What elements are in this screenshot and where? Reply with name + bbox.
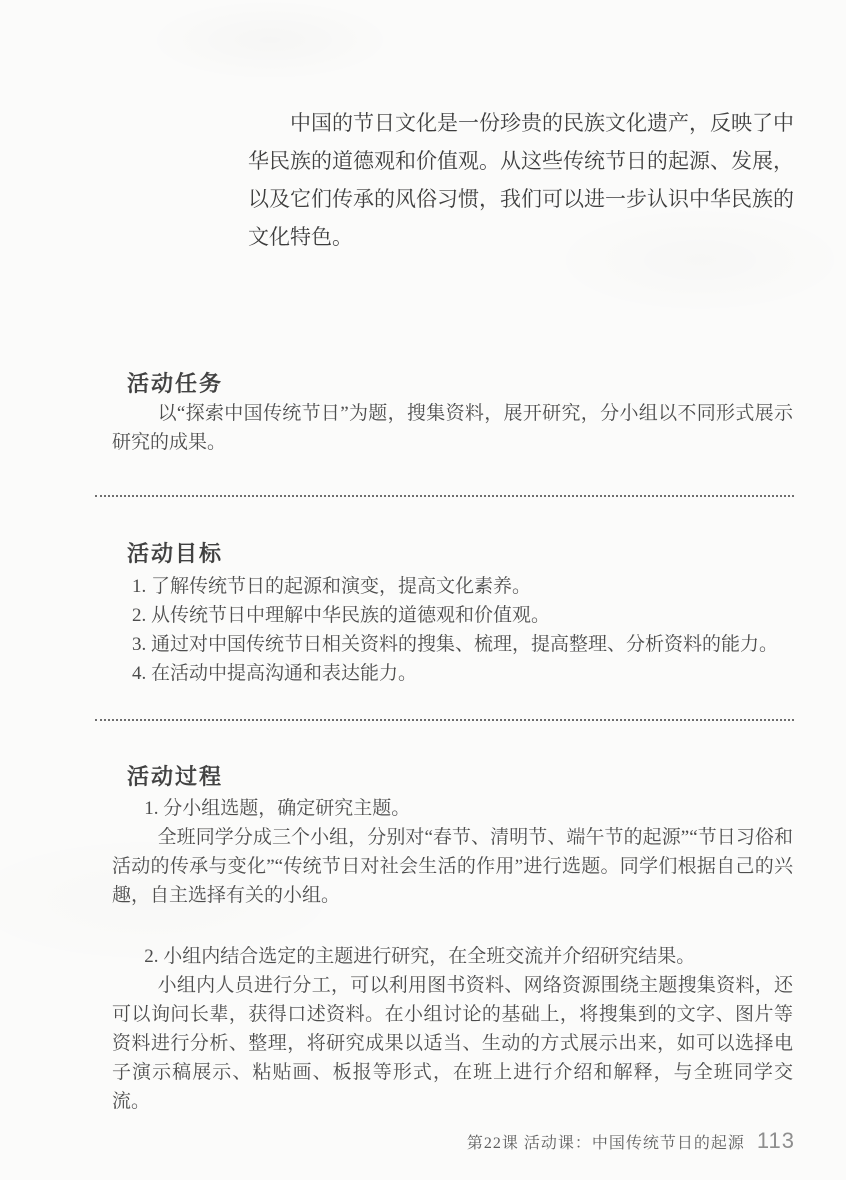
activity-task-body: 以“探索中国传统节日”为题，搜集资料，展开研究，分小组以不同形式展示研究的成果。	[112, 403, 793, 453]
goal-item-4: 4. 在活动中提高沟通和表达能力。	[132, 663, 418, 684]
dotted-divider-bottom	[95, 719, 794, 721]
process-step-1-body: 全班同学分成三个小组，分别对“春节、清明节、端午节的起源”“节日习俗和活动的传承与变化”“传统节日对社会生活的作用”进行选题。同学们根据自己的兴趣，自主选择有关的小组。	[112, 827, 793, 906]
activity-task-title: 活动任务	[127, 371, 224, 396]
goal-item-1: 1. 了解传统节日的起源和演变，提高文化素养。	[132, 576, 532, 597]
activity-goals-title: 活动目标	[127, 541, 224, 566]
intro-paragraph: 中国的节日文化是一份珍贵的民族文化遗产，反映了中华民族的道德观和价值观。从这些传统节日的起源、发展，以及它们传承的风俗习惯，我们可以进一步认识中华民族的文化特色。	[248, 111, 794, 249]
activity-goals-list	[112, 572, 793, 688]
activity-process-title: 活动过程	[127, 764, 224, 789]
process-step-2-heading: 2. 小组内结合选定的主题进行研究，在全班交流并介绍研究结果。	[144, 946, 696, 967]
section-activity-task	[112, 371, 793, 457]
process-step-1-heading: 1. 分小组选题，确定研究主题。	[144, 798, 411, 819]
section-activity-goals	[112, 541, 793, 688]
section-activity-process	[112, 764, 793, 1116]
footer-lesson-title: 第22课 活动课：中国传统节日的起源	[466, 1135, 745, 1152]
process-step-2-body: 小组内人员进行分工，可以利用图书资料、网络资源围绕主题搜集资料，还可以询问长辈，获得口述资料。在小组讨论的基础上，将搜集到的文字、图片等资料进行分析、整理，将研究成果以适当、生动的方式展示出来，如可以选择电子演示稿展示、粘贴画、板报等形式，在班上进行介绍和解释，与全班同学交流。	[112, 975, 793, 1112]
goal-item-2: 2. 从传统节日中理解中华民族的道德观和价值观。	[132, 605, 551, 626]
footer-page-number: 113	[756, 1128, 795, 1153]
dotted-divider-top	[95, 495, 794, 497]
page-footer	[467, 1128, 795, 1154]
goal-item-3: 3. 通过对中国传统节日相关资料的搜集、梳理，提高整理、分析资料的能力。	[132, 634, 779, 655]
